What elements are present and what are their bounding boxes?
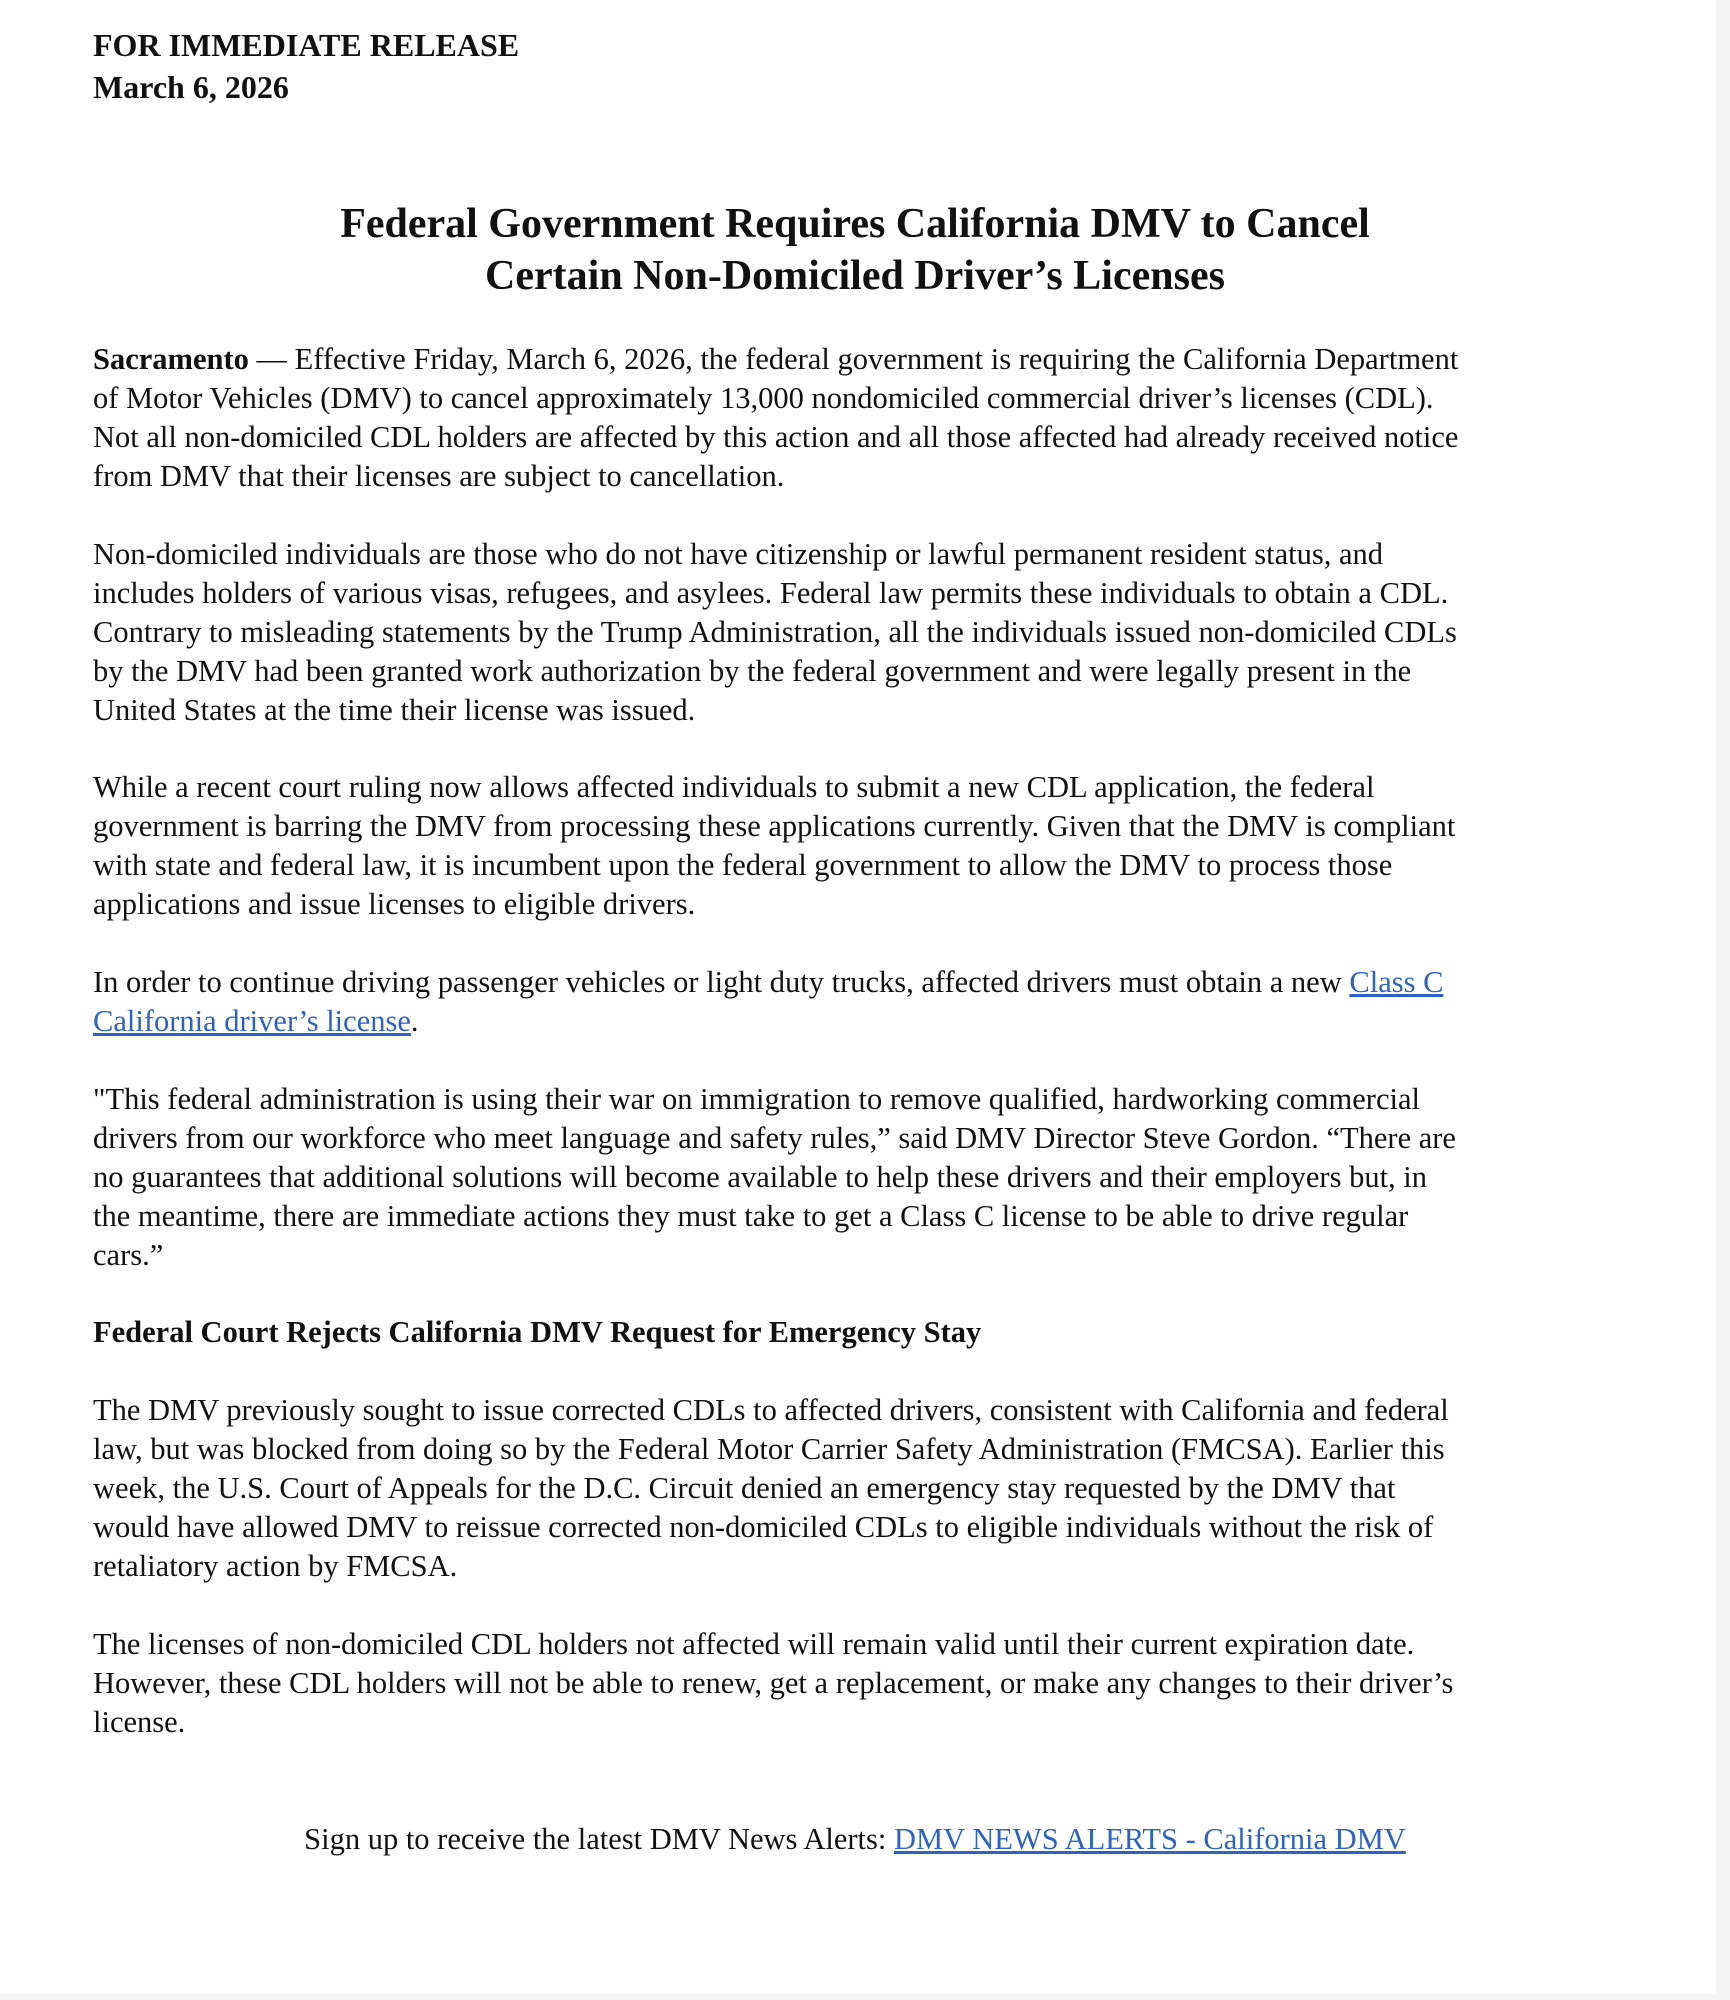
paragraph-text: In order to continue driving passenger vehicles or light duty trucks, affected drivers must obtain a new [93,965,1350,999]
paragraph-line: applications and issue licenses to eligible drivers. [93,887,696,921]
paragraph-line [93,1002,1623,1041]
paragraph-class-c [93,963,1623,1041]
news-alerts-footer [0,1820,1710,1859]
paragraph-line: license. [93,1705,186,1739]
paragraph-line: Not all non-domiciled CDL holders are affected by this action and all those affected had already received notice [93,420,1459,454]
section-subheading: Federal Court Rejects California DMV Request for Emergency Stay [93,1315,982,1349]
paragraph-line: retaliatory action by FMCSA. [93,1549,458,1583]
paragraph-intro [93,340,1623,496]
title-line-2: Certain Non-Domiciled Driver’s Licenses [485,253,1225,299]
paragraph-line: with state and federal law, it is incumbent upon the federal government to allow the DMV to process those [93,848,1393,882]
release-header [93,24,519,108]
paragraph-line: The DMV previously sought to issue corrected CDLs to affected drivers, consistent with California and federal [93,1393,1449,1427]
paragraph-line: cars.” [93,1238,164,1272]
paragraph-court-ruling [93,768,1623,924]
paragraph-line: "This federal administration is using their war on immigration to remove qualified, hardworking commercial [93,1082,1420,1116]
paragraph-line: would have allowed DMV to reissue corrected non-domiciled CDLs to eligible individuals without the risk of [93,1510,1434,1544]
dateline: Sacramento [93,342,249,376]
paragraph-line [93,340,1623,379]
paragraph-line: by the DMV had been granted work authorization by the federal government and were legally present in the [93,654,1412,688]
paragraph-line: no guarantees that additional solutions will become available to help these drivers and their employers but, in [93,1160,1428,1194]
paragraph-line: from DMV that their licenses are subject to cancellation. [93,459,785,493]
release-label: FOR IMMEDIATE RELEASE [93,27,520,63]
class-c-license-link[interactable]: Class C [1349,965,1444,999]
paragraph-line: Non-domiciled individuals are those who do not have citizenship or lawful permanent resident status, and [93,537,1383,571]
paragraph-text: — Effective Friday, March 6, 2026, the federal government is requiring the California Department [248,342,1459,376]
paragraph-line [93,963,1623,1002]
paragraph-period: . [410,1004,419,1038]
paragraph-non-domiciled [93,535,1623,730]
dmv-news-alerts-link[interactable]: DMV NEWS ALERTS - California DMV [894,1822,1406,1856]
paragraph-unaffected-holders [93,1625,1623,1742]
paragraph-line: week, the U.S. Court of Appeals for the D.C. Circuit denied an emergency stay requested by the DMV that [93,1471,1396,1505]
paragraph-line: Contrary to misleading statements by the Trump Administration, all the individuals issued non-domiciled CDLs [93,615,1457,649]
paragraph-line: United States at the time their license was issued. [93,693,696,727]
paragraph-emergency-stay [93,1391,1623,1586]
paragraph-line: includes holders of various visas, refugees, and asylees. Federal law permits these individuals to obtain a CDL. [93,576,1449,610]
paragraph-line: government is barring the DMV from processing these applications currently. Given that the DMV is compliant [93,809,1456,843]
paragraph-line: drivers from our workforce who meet language and safety rules,” said DMV Director Steve Gordon. “There are [93,1121,1456,1155]
paragraph-quote [93,1080,1623,1275]
paragraph-line: The licenses of non-domiciled CDL holders not affected will remain valid until their current expiration date. [93,1627,1415,1661]
paragraph-line: the meantime, there are immediate actions they must take to get a Class C license to be able to drive regular [93,1199,1409,1233]
class-c-license-link-continued[interactable]: California driver’s license [93,1004,411,1038]
paragraph-line: law, but was blocked from doing so by the Federal Motor Carrier Safety Administration (FMCSA). Earlier this [93,1432,1445,1466]
paragraph-line: While a recent court ruling now allows affected individuals to submit a new CDL application, the federal [93,770,1375,804]
release-date: March 6, 2026 [93,69,289,105]
title-line-1: Federal Government Requires California DMV to Cancel [340,201,1370,247]
paragraph-line: of Motor Vehicles (DMV) to cancel approximately 13,000 nondomiciled commercial driver’s licenses (CDL). [93,381,1434,415]
paragraph-line: However, these CDL holders will not be able to renew, get a replacement, or make any changes to their driver’s [93,1666,1454,1700]
footer-text: Sign up to receive the latest DMV News Alerts: [304,1822,894,1856]
page-title [0,198,1710,302]
